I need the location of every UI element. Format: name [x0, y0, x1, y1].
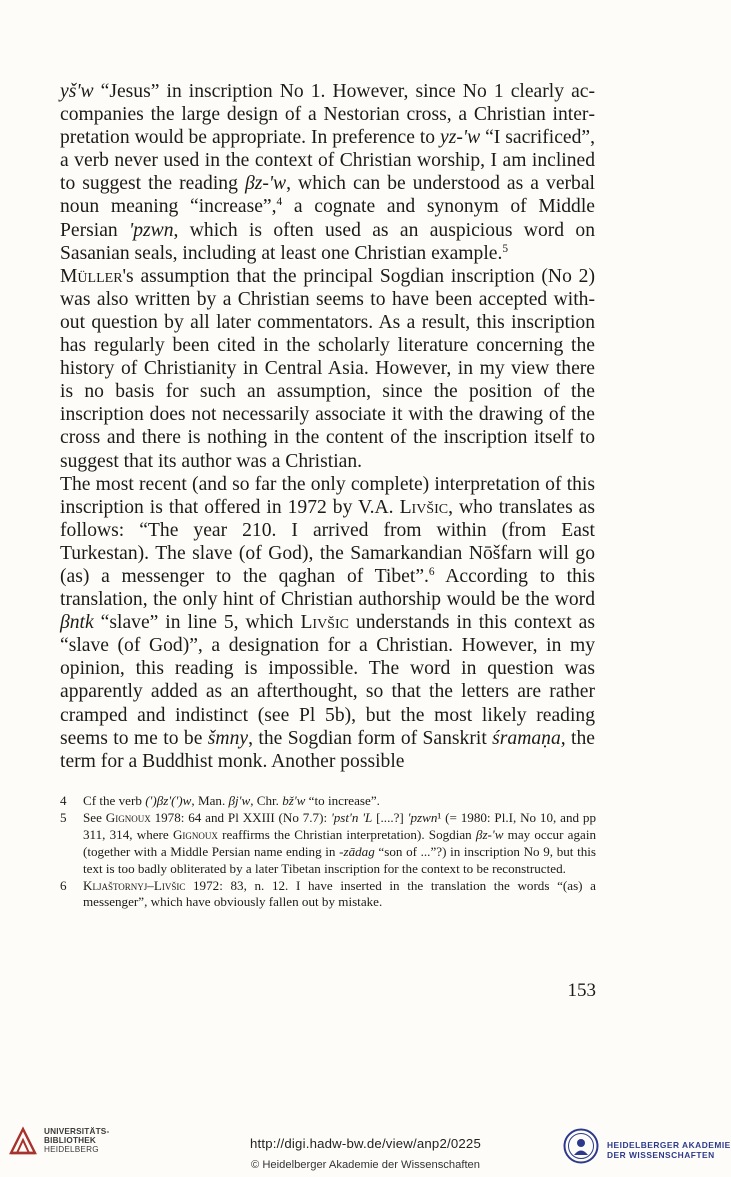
italic-term: yz-'w: [440, 127, 481, 149]
text-run: According to this translation, the only hint of Christian authorship would be the word: [60, 565, 595, 611]
italic-term: βz-'w: [475, 826, 504, 842]
note-run: “son of ...”?) in inscription No 9, but this text is too badly obliterated by a later Tibetan inscription for the context to be reconstructed.: [83, 843, 596, 876]
author-name: Gignoux: [105, 809, 151, 825]
footnote-number: 6: [60, 877, 67, 893]
author-name: Kljaštornyj–Livšic: [83, 877, 186, 893]
author-name: Livšic: [300, 612, 349, 634]
note-run: “to increase”.: [305, 793, 380, 808]
text-run: 's assumption that the principal Sogdian inscription (No 2) was also written by a Christian seems to have been accepted without question by all later commentators. As a result, this inscription has regularly been cited in the scholarly literature concerning the history of Christianity in Central Asia. However, in my view there is no basis for such an assumption, since the position of the inscription does not necessarily associate it with the drawing of the cross and there is nothing in the content of the inscription itself to suggest that its author was a Christian.: [60, 265, 595, 472]
text-run: the term for a Buddhist monk. Another possible: [60, 727, 595, 772]
footnotes: [60, 793, 596, 911]
library-line-1: UNIVERSITÄTS-: [44, 1127, 110, 1136]
page-number: 153: [567, 980, 596, 1001]
note-run: 1978: 64 and Pl XXIII (No 7.7):: [150, 809, 331, 825]
footnote-number: 5: [60, 809, 67, 825]
note-run: [....?]: [372, 809, 408, 825]
text-run: , the Sogdian form of Sanskrit: [248, 727, 493, 749]
note-run: , Man.: [191, 793, 229, 808]
note-run: reaffirms the Christian interpretation). Sogdian: [217, 826, 476, 842]
academy-line-1: HEIDELBERGER AKADEMIE: [607, 1140, 731, 1150]
footnote: [60, 810, 596, 878]
footnote-text: [83, 878, 596, 912]
academy-name: [607, 1140, 731, 1160]
digitization-footer: [0, 1115, 731, 1177]
footnote-text: [83, 793, 596, 810]
italic-term: βj'w: [228, 793, 251, 808]
footnote-number: 4: [60, 793, 67, 808]
italic-term: bž'w: [282, 793, 306, 808]
text-run: , which is often used as an auspicious word on Sasanian seals, including at least one Christian example.: [60, 219, 595, 264]
note-run: 1972: 83, n. 12. I have inserted in the translation the words “(as) a messenger”, which have obviously fallen out by mistake.: [83, 877, 596, 910]
footnote-text: [83, 810, 596, 878]
italic-term: 'pst'n 'L: [330, 809, 373, 825]
italic-term: βntk: [60, 612, 94, 634]
text-run: , which can be understood as a verbal noun meaning “increase”,: [60, 173, 595, 218]
note-run: may occur again (together with a Middle Persian name ending in: [83, 826, 597, 859]
permalink-url[interactable]: http://digi.hadw-bw.de/view/anp2/0225: [249, 1136, 481, 1151]
footnote-ref: 5: [502, 242, 509, 255]
italic-term: yš'w: [60, 81, 94, 102]
library-line-3: HEIDELBERG: [44, 1145, 99, 1155]
text-run: “I sacrificed”, a verb never used in the context of Christian worship, I am inclined to suggest the reading: [60, 127, 596, 195]
note-run: ¹ (= 1980: Pl.I, No 10, and pp 311, 314, where: [83, 809, 596, 842]
library-line-2: BIBLIOTHEK: [44, 1136, 97, 1146]
italic-term: šmny: [207, 727, 249, 749]
body-text: [60, 80, 595, 773]
italic-term: βz-'w: [244, 173, 287, 195]
text-run: “Jesus” in inscription No 1. However, since No 1 clearly accompanies the large design of a Nestorian cross, a Christian interpretation would be appropriate. In preference to: [60, 81, 595, 149]
academy-seal-icon: [563, 1128, 599, 1164]
text-run: understands in this context as “slave (of God)”, a designation for a Christian. However, in my opinion, this reading is impossible. The word in question was apparently added as an afterthought, so that the letters are rather cramped and indistinct (see Pl 5b), but the most likely reading seems to me to be: [60, 612, 595, 749]
paragraph: [60, 80, 595, 265]
academy-line-2: DER WISSENSCHAFTEN: [607, 1150, 715, 1160]
footnote: [60, 878, 596, 912]
italic-term: 'pzwn: [129, 219, 174, 241]
copyright-notice: © Heidelberger Akademie der Wissenschaften: [251, 1159, 480, 1171]
text-run: “slave” in line 5, which: [93, 612, 301, 634]
author-name: Livšic: [399, 496, 449, 518]
footnote: [60, 793, 596, 810]
text-run: The most recent (and so far the only complete) interpretation of this inscription is that offered in 1972 by V.A.: [60, 473, 595, 518]
italic-term: -zādag: [339, 843, 375, 859]
footnote-ref: 6: [428, 565, 435, 578]
text-run: a cognate and synonym of Middle Persian: [60, 196, 595, 241]
paragraph: [60, 265, 595, 473]
note-run: See: [83, 809, 106, 825]
italic-term: 'pzwn: [407, 809, 438, 825]
author-name: Gignoux: [172, 826, 218, 842]
italic-term: śramaṇa,: [492, 727, 566, 749]
note-run: , Chr.: [250, 793, 283, 808]
author-name: Müller: [60, 265, 123, 287]
footnote-ref: 4: [276, 196, 283, 209]
italic-term: (')βz'(')w: [145, 793, 192, 808]
text-run: , who translates as follows: “The year 210. I arrived from within (from East Turkestan). The slave (of God), the Samarkandian Nōšfarn will go (as) a messenger to the qaghan of Tibet”.: [60, 496, 595, 587]
paragraph: [60, 473, 595, 773]
note-run: Cf the verb: [83, 793, 146, 808]
